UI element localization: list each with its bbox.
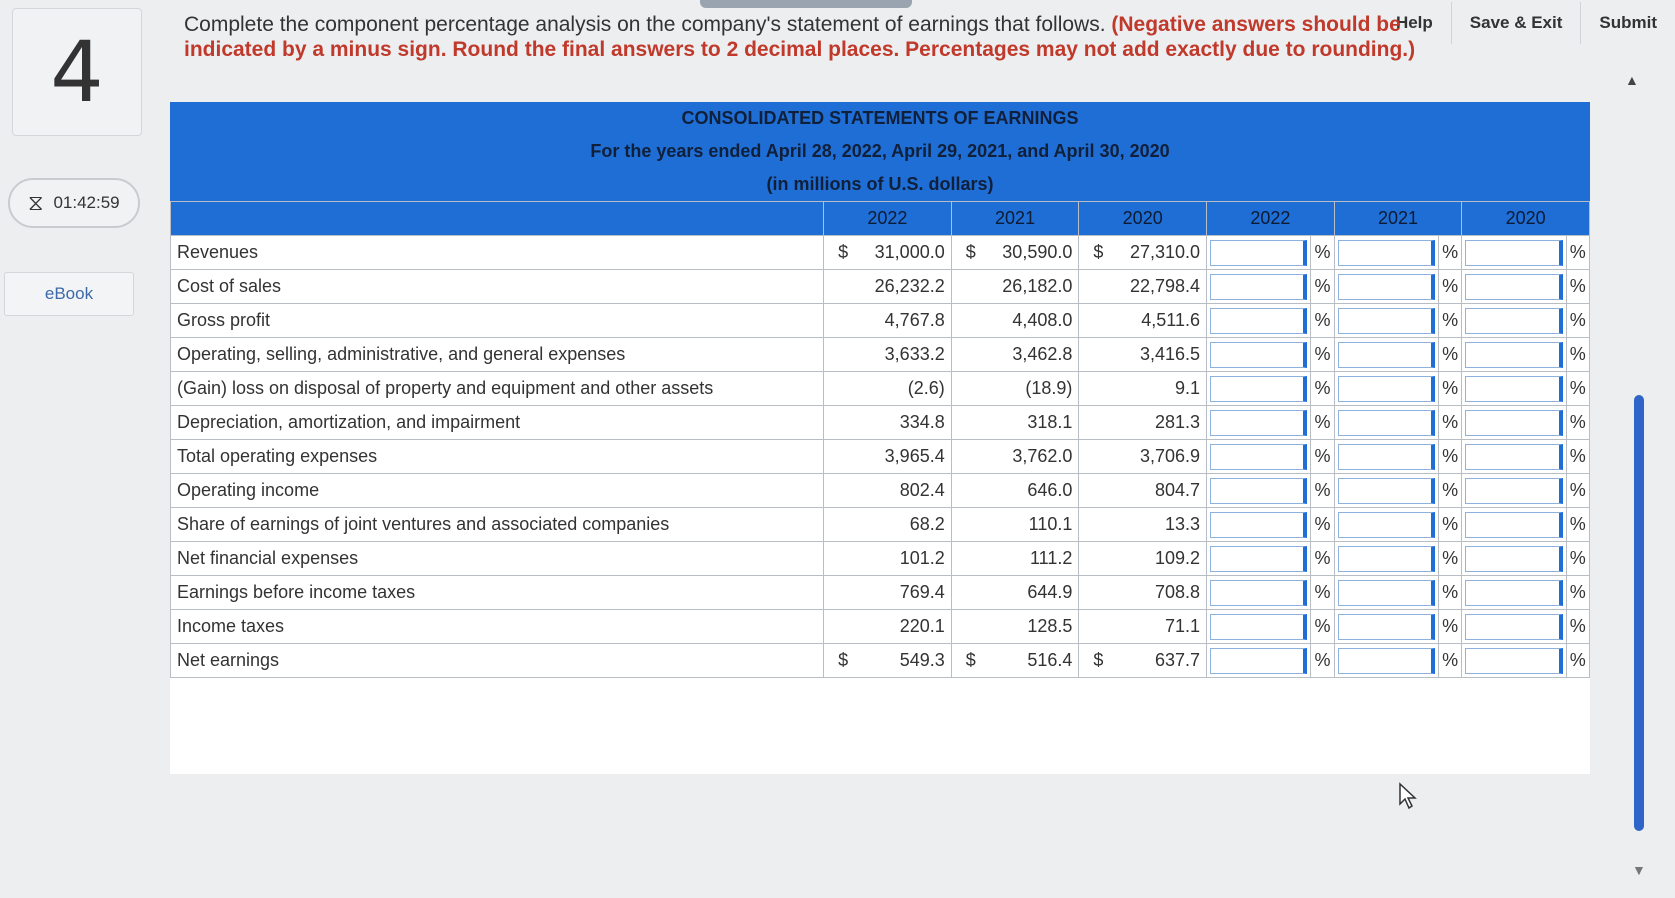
percent-sign: % — [1311, 644, 1334, 678]
scroll-down-icon[interactable]: ▼ — [1632, 862, 1646, 878]
pct-input-cell-2021 — [1334, 338, 1438, 372]
pct-input-cell-2020 — [1462, 440, 1566, 474]
percent-sign: % — [1311, 440, 1334, 474]
scrollbar-thumb[interactable] — [1634, 395, 1644, 831]
amount-cell-2021 — [951, 236, 1079, 270]
pct-header-2022: 2022 — [1207, 202, 1335, 236]
pct-input-cell-2021 — [1334, 644, 1438, 678]
currency-symbol: $ — [838, 242, 849, 262]
percent-sign: % — [1566, 406, 1589, 440]
percent-sign: % — [1566, 508, 1589, 542]
amount-value: 516.4 — [1027, 650, 1073, 670]
pct-input-cell-2021 — [1334, 610, 1438, 644]
row-label: Gross profit — [171, 304, 824, 338]
amount-value: 71.1 — [1164, 616, 1201, 636]
question-number: 4 — [50, 23, 104, 121]
amount-value: 26,182.0 — [1002, 276, 1073, 296]
row-label: (Gain) loss on disposal of property and equipment and other assets — [171, 372, 824, 406]
percent-sign: % — [1311, 576, 1334, 610]
pct-input-2022[interactable] — [1210, 410, 1307, 436]
pct-input-cell-2022 — [1207, 372, 1311, 406]
row-label: Net financial expenses — [171, 542, 824, 576]
row-label: Depreciation, amortization, and impairment — [171, 406, 824, 440]
amount-cell-2021 — [951, 610, 1079, 644]
help-button[interactable]: Help — [1395, 13, 1433, 32]
pct-input-cell-2020 — [1462, 236, 1566, 270]
pct-input-2021[interactable] — [1338, 546, 1435, 572]
statement-header — [170, 102, 1590, 201]
amount-cell-2021 — [951, 474, 1079, 508]
pct-input-2021[interactable] — [1338, 308, 1435, 334]
percent-sign: % — [1438, 406, 1461, 440]
percent-sign: % — [1438, 576, 1461, 610]
amount-cell-2022 — [824, 338, 952, 372]
percent-sign: % — [1438, 304, 1461, 338]
percent-sign: % — [1566, 338, 1589, 372]
ebook-button[interactable]: eBook — [4, 272, 134, 316]
amount-value: 111.2 — [1030, 548, 1073, 568]
pct-input-2022[interactable] — [1210, 614, 1307, 640]
pct-input-2021[interactable] — [1338, 410, 1435, 436]
table-row — [171, 270, 1590, 304]
row-label: Share of earnings of joint ventures and associated companies — [171, 508, 824, 542]
pct-input-2020[interactable] — [1465, 274, 1562, 300]
year-header-2021: 2021 — [951, 202, 1079, 236]
table-row — [171, 440, 1590, 474]
instructions-note: (Negative answers should be indicated by a minus sign. Round the final answers to 2 decimal places. Percentages may not add exactly due to rounding.) — [184, 13, 1416, 61]
amount-value: 3,965.4 — [884, 446, 945, 466]
amount-value: 804.7 — [1154, 480, 1201, 500]
percent-sign: % — [1311, 508, 1334, 542]
pct-input-cell-2022 — [1207, 270, 1311, 304]
instructions — [184, 12, 1484, 62]
pct-input-cell-2022 — [1207, 304, 1311, 338]
amount-value: 334.8 — [899, 412, 945, 432]
amount-value: 27,310.0 — [1129, 242, 1201, 262]
amount-cell-2022 — [824, 576, 952, 610]
amount-value: 637.7 — [1154, 650, 1201, 670]
pct-input-2021[interactable] — [1338, 648, 1435, 674]
percent-sign: % — [1438, 644, 1461, 678]
percent-sign: % — [1311, 610, 1334, 644]
table-row — [171, 508, 1590, 542]
pct-input-2021[interactable] — [1338, 240, 1435, 266]
amount-cell-2022 — [824, 270, 952, 304]
pct-input-cell-2020 — [1462, 270, 1566, 304]
percent-sign: % — [1438, 270, 1461, 304]
currency-symbol: $ — [1093, 242, 1104, 262]
pct-input-2021[interactable] — [1338, 376, 1435, 402]
amount-value: 3,462.8 — [1012, 344, 1073, 364]
pct-input-2021[interactable] — [1338, 342, 1435, 368]
hourglass-icon: ⧖ — [28, 190, 44, 215]
scroll-up-icon[interactable]: ▲ — [1625, 72, 1639, 88]
percent-sign: % — [1438, 338, 1461, 372]
pct-input-cell-2020 — [1462, 372, 1566, 406]
amount-cell-2020 — [1079, 270, 1207, 304]
timer[interactable] — [8, 178, 140, 228]
pct-input-2021[interactable] — [1338, 274, 1435, 300]
amount-cell-2022 — [824, 542, 952, 576]
table-row — [171, 406, 1590, 440]
amount-cell-2021 — [951, 576, 1079, 610]
year-header-2020: 2020 — [1079, 202, 1207, 236]
pct-input-2021[interactable] — [1338, 444, 1435, 470]
amount-cell-2021 — [951, 644, 1079, 678]
amount-value: 220.1 — [899, 616, 945, 636]
pct-input-2021[interactable] — [1338, 614, 1435, 640]
pct-input-cell-2020 — [1462, 406, 1566, 440]
pct-input-2022[interactable] — [1210, 648, 1307, 674]
amount-value: 13.3 — [1164, 514, 1201, 534]
amount-value: 22,798.4 — [1129, 276, 1201, 296]
amount-value: 644.9 — [1027, 582, 1073, 602]
pct-input-cell-2020 — [1462, 508, 1566, 542]
amount-value: 769.4 — [899, 582, 945, 602]
amount-cell-2022 — [824, 644, 952, 678]
pct-input-cell-2020 — [1462, 338, 1566, 372]
percent-sign: % — [1566, 644, 1589, 678]
row-label: Revenues — [171, 236, 824, 270]
amount-value: 31,000.0 — [874, 242, 945, 262]
amount-cell-2020 — [1079, 542, 1207, 576]
amount-cell-2020 — [1079, 440, 1207, 474]
percent-sign: % — [1438, 440, 1461, 474]
pct-input-2020[interactable] — [1465, 308, 1562, 334]
percent-sign: % — [1311, 236, 1334, 270]
percent-sign: % — [1311, 372, 1334, 406]
pct-input-cell-2020 — [1462, 304, 1566, 338]
pct-input-2020[interactable] — [1465, 240, 1562, 266]
pct-input-cell-2021 — [1334, 576, 1438, 610]
pct-input-cell-2021 — [1334, 440, 1438, 474]
statement-subtitle: For the years ended April 28, 2022, April 29, 2021, and April 30, 2020 — [590, 141, 1170, 161]
currency-symbol: $ — [1093, 650, 1104, 670]
pct-input-2022[interactable] — [1210, 240, 1307, 266]
amount-cell-2020 — [1079, 406, 1207, 440]
amount-value: 3,633.2 — [884, 344, 945, 364]
amount-cell-2021 — [951, 338, 1079, 372]
amount-cell-2022 — [824, 304, 952, 338]
amount-cell-2020 — [1079, 338, 1207, 372]
mouse-cursor-icon — [1398, 782, 1418, 810]
pct-input-2022[interactable] — [1210, 546, 1307, 572]
save-exit-button[interactable]: Save & Exit — [1451, 2, 1581, 44]
pct-input-cell-2020 — [1462, 610, 1566, 644]
percent-sign: % — [1438, 372, 1461, 406]
currency-symbol: $ — [838, 650, 849, 670]
table-row — [171, 542, 1590, 576]
table-row — [171, 372, 1590, 406]
instructions-main: Complete the component percentage analysis on the company's statement of earnings that follows. — [184, 13, 1106, 36]
percent-sign: % — [1566, 372, 1589, 406]
amount-value: 26,232.2 — [874, 276, 945, 296]
percent-sign: % — [1438, 508, 1461, 542]
amount-cell-2020 — [1079, 644, 1207, 678]
statement-title: CONSOLIDATED STATEMENTS OF EARNINGS — [681, 108, 1079, 128]
table-row — [171, 338, 1590, 372]
percent-sign: % — [1438, 236, 1461, 270]
pct-input-cell-2021 — [1334, 270, 1438, 304]
amount-cell-2021 — [951, 372, 1079, 406]
pct-input-cell-2021 — [1334, 474, 1438, 508]
pct-input-cell-2022 — [1207, 474, 1311, 508]
percent-sign: % — [1311, 270, 1334, 304]
percent-sign: % — [1566, 610, 1589, 644]
amount-cell-2020 — [1079, 508, 1207, 542]
amount-value: 802.4 — [899, 480, 945, 500]
percent-sign: % — [1438, 542, 1461, 576]
pct-input-2021[interactable] — [1338, 478, 1435, 504]
amount-cell-2021 — [951, 270, 1079, 304]
percent-sign: % — [1311, 406, 1334, 440]
amount-value: 4,408.0 — [1012, 310, 1073, 330]
pct-input-2020[interactable] — [1465, 580, 1562, 606]
pct-input-cell-2022 — [1207, 440, 1311, 474]
pct-input-2020[interactable] — [1465, 410, 1562, 436]
pct-input-cell-2020 — [1462, 474, 1566, 508]
percent-sign: % — [1566, 270, 1589, 304]
row-label: Earnings before income taxes — [171, 576, 824, 610]
pct-input-2020[interactable] — [1465, 614, 1562, 640]
amount-cell-2020 — [1079, 304, 1207, 338]
amount-value: 109.2 — [1154, 548, 1201, 568]
amount-value: 3,706.9 — [1139, 446, 1201, 466]
pct-input-2020[interactable] — [1465, 478, 1562, 504]
table-row — [171, 474, 1590, 508]
amount-cell-2022 — [824, 610, 952, 644]
pct-input-2020[interactable] — [1465, 376, 1562, 402]
amount-cell-2022 — [824, 508, 952, 542]
pct-input-cell-2022 — [1207, 542, 1311, 576]
pct-input-cell-2022 — [1207, 610, 1311, 644]
amount-value: 101.2 — [899, 548, 945, 568]
row-label: Operating, selling, administrative, and general expenses — [171, 338, 824, 372]
row-label: Cost of sales — [171, 270, 824, 304]
pct-input-cell-2020 — [1462, 542, 1566, 576]
amount-value: 4,511.6 — [1141, 310, 1201, 330]
percent-sign: % — [1566, 236, 1589, 270]
label-header — [171, 202, 824, 236]
amount-cell-2020 — [1079, 372, 1207, 406]
amount-value: 68.2 — [909, 514, 945, 534]
amount-cell-2022 — [824, 236, 952, 270]
amount-value: 4,767.8 — [884, 310, 945, 330]
pct-input-2020[interactable] — [1465, 444, 1562, 470]
amount-value: 3,416.5 — [1139, 344, 1201, 364]
row-label: Income taxes — [171, 610, 824, 644]
question-number-box — [12, 8, 142, 136]
amount-value: (18.9) — [1025, 378, 1073, 398]
percent-sign: % — [1438, 610, 1461, 644]
year-header-row — [171, 202, 1590, 236]
table-row — [171, 304, 1590, 338]
pct-input-2020[interactable] — [1465, 342, 1562, 368]
amount-cell-2020 — [1079, 236, 1207, 270]
pct-input-cell-2022 — [1207, 644, 1311, 678]
pct-input-cell-2022 — [1207, 406, 1311, 440]
amount-cell-2022 — [824, 440, 952, 474]
percent-sign: % — [1311, 474, 1334, 508]
timer-value: 01:42:59 — [53, 193, 120, 212]
amount-cell-2020 — [1079, 474, 1207, 508]
pct-input-cell-2022 — [1207, 508, 1311, 542]
amount-cell-2021 — [951, 304, 1079, 338]
table-row — [171, 236, 1590, 270]
percent-sign: % — [1566, 576, 1589, 610]
amount-cell-2021 — [951, 440, 1079, 474]
pct-input-cell-2020 — [1462, 644, 1566, 678]
pct-input-2022[interactable] — [1210, 274, 1307, 300]
amount-value: 318.1 — [1027, 412, 1073, 432]
table-row — [171, 576, 1590, 610]
pct-input-2022[interactable] — [1210, 308, 1307, 334]
top-strip — [700, 0, 912, 8]
amount-cell-2020 — [1079, 576, 1207, 610]
pct-input-2021[interactable] — [1338, 580, 1435, 606]
table-row — [171, 644, 1590, 678]
amount-value: 281.3 — [1154, 412, 1201, 432]
pct-input-cell-2022 — [1207, 338, 1311, 372]
pct-input-2020[interactable] — [1465, 546, 1562, 572]
year-header-2022: 2022 — [824, 202, 952, 236]
amount-cell-2021 — [951, 406, 1079, 440]
pct-input-2021[interactable] — [1338, 512, 1435, 538]
row-label: Net earnings — [171, 644, 824, 678]
percent-sign: % — [1566, 440, 1589, 474]
pct-input-2022[interactable] — [1210, 512, 1307, 538]
pct-input-cell-2022 — [1207, 576, 1311, 610]
pct-input-cell-2021 — [1334, 542, 1438, 576]
pct-input-cell-2022 — [1207, 236, 1311, 270]
pct-input-2022[interactable] — [1210, 342, 1307, 368]
pct-input-cell-2021 — [1334, 508, 1438, 542]
row-label: Operating income — [171, 474, 824, 508]
amount-cell-2022 — [824, 372, 952, 406]
amount-cell-2022 — [824, 406, 952, 440]
amount-value: 110.1 — [1028, 514, 1073, 534]
statement-panel — [170, 102, 1590, 774]
percent-sign: % — [1311, 338, 1334, 372]
pct-input-cell-2020 — [1462, 576, 1566, 610]
pct-header-2020: 2020 — [1462, 202, 1590, 236]
pct-input-2020[interactable] — [1465, 648, 1562, 674]
amount-value: 30,590.0 — [1002, 242, 1073, 262]
percent-sign: % — [1566, 304, 1589, 338]
table-row — [171, 610, 1590, 644]
percent-sign: % — [1438, 474, 1461, 508]
pct-input-2022[interactable] — [1210, 478, 1307, 504]
amount-cell-2022 — [824, 474, 952, 508]
submit-button[interactable]: Submit — [1580, 2, 1675, 44]
pct-input-2022[interactable] — [1210, 444, 1307, 470]
amount-value: 549.3 — [899, 650, 945, 670]
percent-sign: % — [1566, 542, 1589, 576]
percent-sign: % — [1311, 542, 1334, 576]
pct-header-2021: 2021 — [1334, 202, 1462, 236]
amount-value: (2.6) — [907, 378, 945, 398]
currency-symbol: $ — [965, 650, 976, 670]
pct-input-cell-2021 — [1334, 236, 1438, 270]
pct-input-cell-2021 — [1334, 372, 1438, 406]
amount-cell-2021 — [951, 508, 1079, 542]
pct-input-2022[interactable] — [1210, 580, 1307, 606]
pct-input-cell-2021 — [1334, 406, 1438, 440]
pct-input-2020[interactable] — [1465, 512, 1562, 538]
statement-body — [171, 236, 1590, 678]
row-label: Total operating expenses — [171, 440, 824, 474]
amount-value: 646.0 — [1027, 480, 1073, 500]
amount-value: 708.8 — [1154, 582, 1201, 602]
amount-value: 128.5 — [1027, 616, 1073, 636]
amount-cell-2020 — [1079, 610, 1207, 644]
amount-value: 3,762.0 — [1012, 446, 1073, 466]
currency-symbol: $ — [965, 242, 976, 262]
amount-cell-2021 — [951, 542, 1079, 576]
pct-input-2022[interactable] — [1210, 376, 1307, 402]
percent-sign: % — [1311, 304, 1334, 338]
amount-value: 9.1 — [1174, 378, 1201, 398]
statement-table — [170, 201, 1590, 678]
statement-units: (in millions of U.S. dollars) — [766, 174, 994, 194]
pct-input-cell-2021 — [1334, 304, 1438, 338]
percent-sign: % — [1566, 474, 1589, 508]
